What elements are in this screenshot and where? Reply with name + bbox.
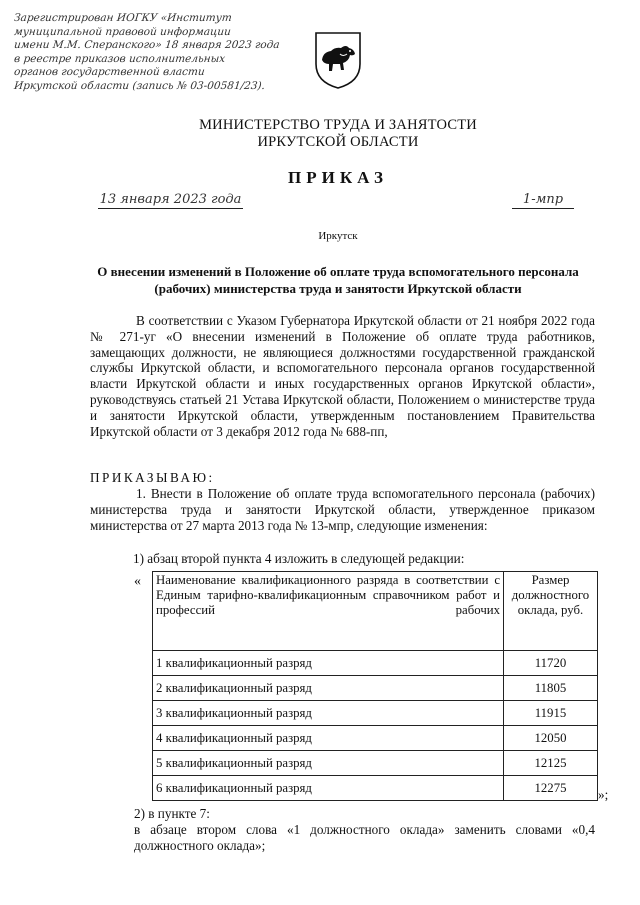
order-number-value: 1-мпр — [522, 192, 564, 207]
registration-note-line: органов государственной власти — [13, 66, 206, 78]
table-header-salary: Размер должностного оклада, руб. — [504, 572, 598, 651]
subclause-1: 1) абзац второй пункта 4 изложить в следующей редакции: — [133, 551, 465, 566]
city-name: Иркутск — [318, 230, 358, 242]
ministry-name — [160, 117, 516, 151]
table-row — [153, 776, 598, 801]
coat-of-arms-icon — [313, 30, 363, 90]
number-underline — [512, 208, 574, 209]
table-header-row — [153, 572, 598, 651]
subclause-2-text: в абзаце втором слова «1 должностного оклада» заменить словами «0,4 должностного оклада»; — [134, 821, 595, 853]
clause-1-text: 1. Внести в Положение об оплате труда вспомогательного персонала (рабочих) министерства труда и занятости Иркутской области, утвержденное приказом министерства от 27 марта 2013 года № 13-мпр, следующие изменения: — [90, 486, 595, 533]
table-cell-salary: 11915 — [504, 701, 598, 726]
registration-note-line: Иркутской области (запись № 03-00581/23). — [13, 79, 266, 92]
preamble-paragraph — [90, 313, 595, 439]
table-row — [153, 751, 598, 776]
table-cell-salary: 12050 — [504, 726, 598, 751]
ministry-name-line: ИРКУТСКОЙ ОБЛАСТИ — [257, 134, 419, 150]
table-cell-salary: 12275 — [504, 776, 598, 801]
registration-note-line: в реестре приказов исполнительных — [13, 52, 226, 65]
date-underline — [98, 208, 243, 209]
document-type: ПРИКАЗ — [288, 168, 388, 187]
quote-close-mark: »; — [598, 787, 609, 802]
table-cell-grade: 6 квалификационный разряд — [153, 776, 504, 801]
quote-open-mark: « — [134, 574, 141, 589]
table-cell-grade: 4 квалификационный разряд — [153, 726, 504, 751]
salary-table — [152, 571, 598, 801]
table-cell-grade: 2 квалификационный разряд — [153, 676, 504, 701]
order-directive: ПРИКАЗЫВАЮ: — [90, 470, 215, 485]
subclause-2-paragraph — [90, 806, 595, 853]
ministry-name-line: МИНИСТЕРСТВО ТРУДА И ЗАНЯТОСТИ — [199, 117, 477, 133]
registration-note-line: Зарегистрирован ИОГКУ «Институт — [13, 12, 233, 24]
order-title: О внесении изменений в Положение об оплате труда вспомогательного персонала (рабочих) министерства труда и занятости Иркутской области — [97, 264, 579, 296]
table-header-grade: Наименование квалификационного разряда в соответствии с Единым тарифно-квалификационным справочником работ и профессий рабочих — [153, 572, 504, 651]
table-row — [153, 726, 598, 751]
table-cell-grade: 3 квалификационный разряд — [153, 701, 504, 726]
table-row — [153, 651, 598, 676]
table-cell-salary: 11805 — [504, 676, 598, 701]
table-cell-salary: 12125 — [504, 751, 598, 776]
order-date — [98, 193, 243, 209]
table-row — [153, 701, 598, 726]
preamble-text: В соответствии с Указом Губернатора Иркутской области от 21 ноября 2022 года № 271-уг «О внесении изменений в Положение об оплате труда работников, замещающих должности, не являющиеся должностями государственной гражданской службы Иркутской области, и вспомогательного персонала органов государственной власти Иркутской области и иных государственных органов Иркутской области», руководствуясь статьей 21 Устава Иркутской области, Положением о министерстве труда и занятости Иркутской области, утвержденным постановлением Правительства Иркутской области от 3 декабря 2012 года № 688-пп, — [90, 313, 595, 439]
table-cell-grade: 5 квалификационный разряд — [153, 751, 504, 776]
clause-1-paragraph — [90, 486, 595, 533]
table-cell-salary: 11720 — [504, 651, 598, 676]
registration-note-line: муниципальной правовой информации — [13, 25, 232, 38]
order-date-value: 13 января 2023 года — [99, 192, 242, 207]
registration-note — [14, 12, 304, 93]
registration-note-line: имени М.М. Сперанского» 18 января 2023 года — [13, 39, 281, 51]
order-number — [512, 193, 574, 209]
subclause-2: 2) в пункте 7: — [134, 806, 210, 821]
table-cell-grade: 1 квалификационный разряд — [153, 651, 504, 676]
table-row — [153, 676, 598, 701]
